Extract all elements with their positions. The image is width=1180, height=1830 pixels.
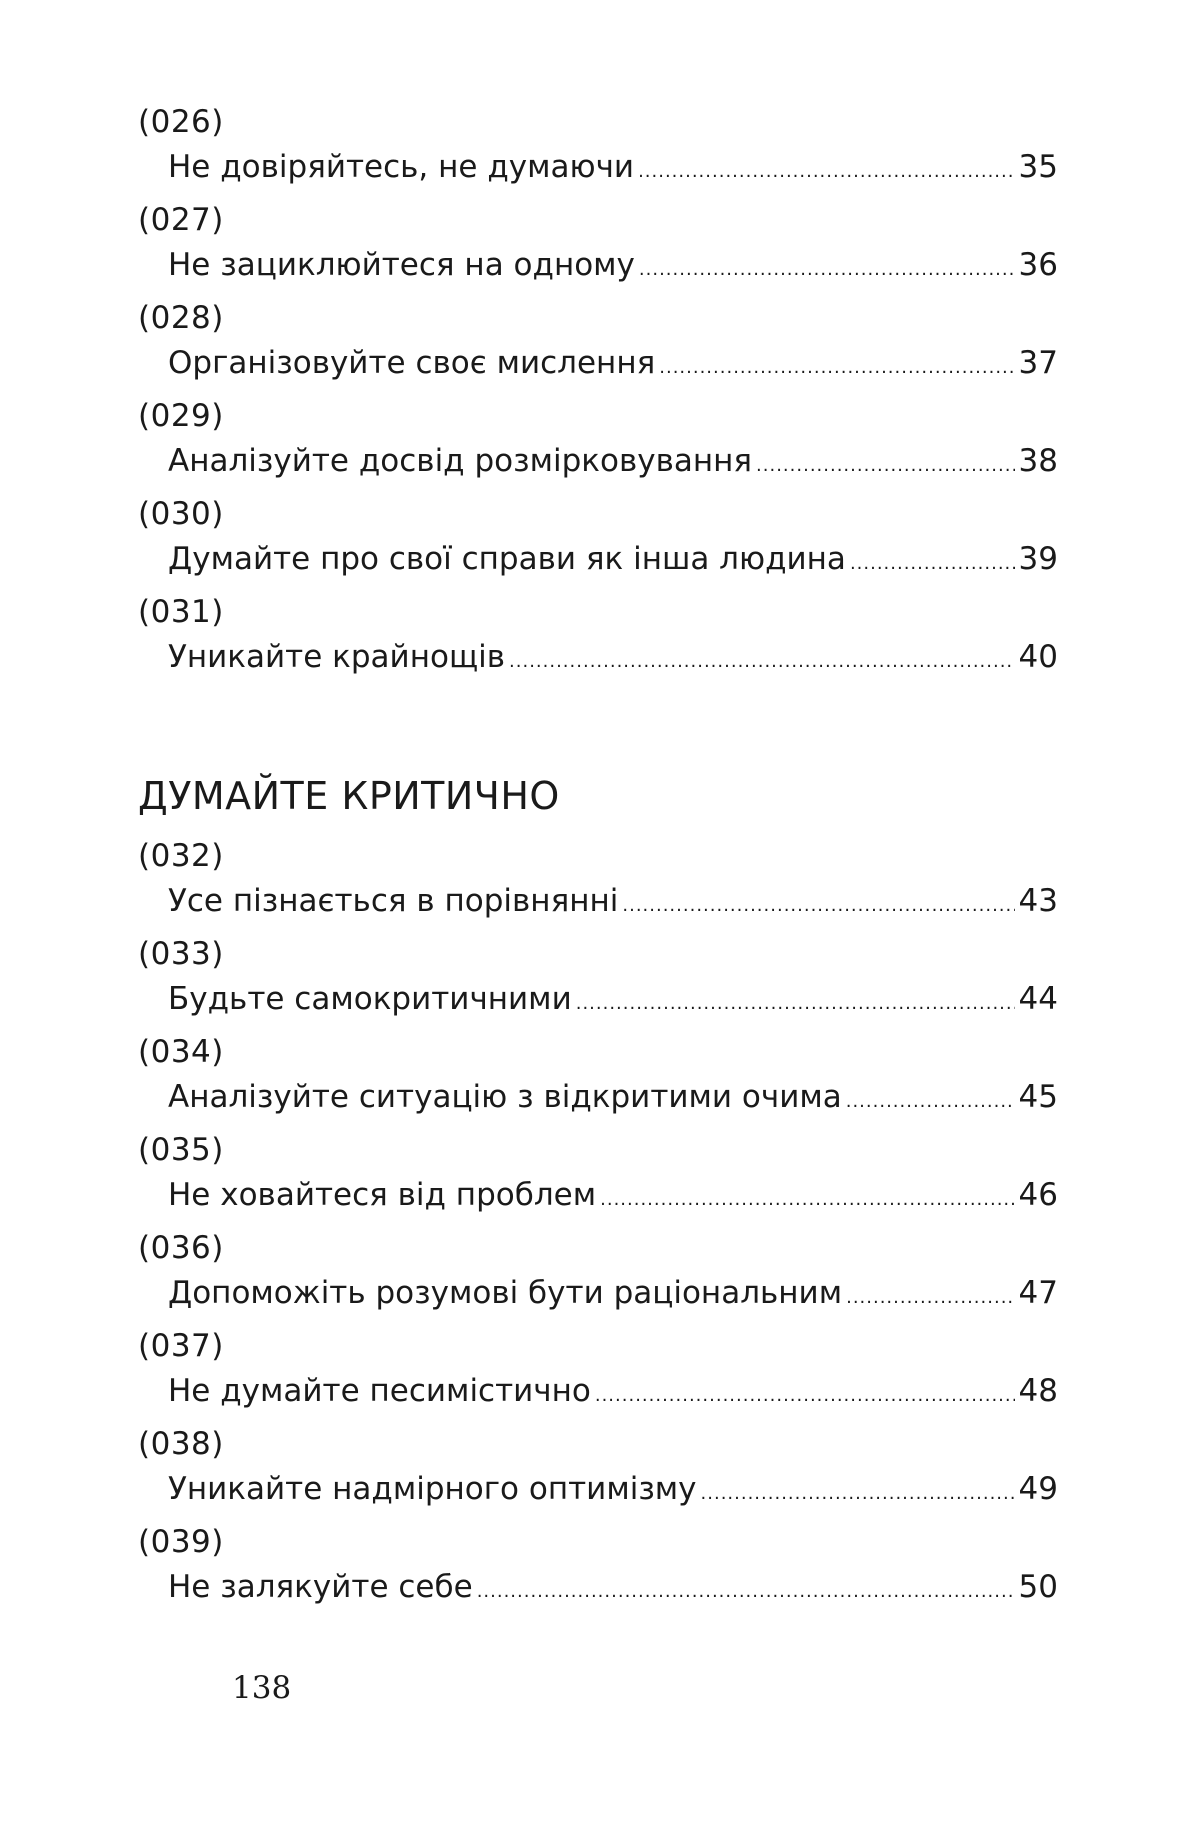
dot-leader (659, 345, 1014, 391)
dot-leader (477, 1569, 1015, 1615)
toc-entry (138, 1324, 1058, 1414)
entry-title: Будьте самокритичними (168, 981, 572, 1017)
entry-page: 48 (1018, 1373, 1058, 1409)
entry-line (138, 1172, 1058, 1218)
entry-title: Допоможіть розумові бути раціональним (168, 1275, 843, 1311)
dot-leader (639, 247, 1015, 293)
entry-number: (028) (138, 300, 224, 336)
entry-title: Уникайте надмірного оптимізму (168, 1471, 697, 1507)
toc-entry (138, 1030, 1058, 1120)
entry-title: Не довіряйтесь, не думаючи (168, 149, 635, 185)
entry-line (138, 1368, 1058, 1414)
entry-number: (033) (138, 936, 224, 972)
entry-line (138, 634, 1058, 680)
entry-number: (026) (138, 104, 224, 140)
toc-entry (138, 1128, 1058, 1218)
toc-entry (138, 932, 1058, 1022)
page-number: 138 (232, 1670, 292, 1706)
dot-leader (846, 1079, 1015, 1125)
entry-title: Аналізуйте досвід розмірковування (168, 443, 753, 479)
toc-entry (138, 1520, 1058, 1610)
dot-leader (701, 1471, 1015, 1517)
entry-page: 49 (1018, 1471, 1058, 1507)
toc-entry (138, 1226, 1058, 1316)
toc-entry (138, 492, 1058, 582)
entry-number: (032) (138, 838, 224, 874)
entry-line (138, 438, 1058, 484)
entry-title: Не думайте песимістично (168, 1373, 591, 1409)
toc-entry (138, 394, 1058, 484)
entry-page: 39 (1018, 541, 1058, 577)
entry-page: 43 (1018, 883, 1058, 919)
entry-page: 40 (1018, 639, 1058, 675)
entry-page: 47 (1018, 1275, 1058, 1311)
entry-number: (036) (138, 1230, 224, 1266)
entry-line (138, 144, 1058, 190)
entry-page: 37 (1018, 345, 1058, 381)
toc-entry (138, 296, 1058, 386)
entry-number: (029) (138, 398, 224, 434)
entry-page: 35 (1018, 149, 1058, 185)
toc-part-2 (138, 834, 1058, 1618)
entry-number: (031) (138, 594, 224, 630)
dot-leader (622, 883, 1014, 929)
entry-line (138, 1074, 1058, 1120)
entry-line (138, 242, 1058, 288)
entry-line (138, 536, 1058, 582)
dot-leader (756, 443, 1015, 489)
entry-line (138, 1564, 1058, 1610)
dot-leader (850, 541, 1015, 587)
entry-title: Не зациклюйтеся на одному (168, 247, 635, 283)
entry-line (138, 878, 1058, 924)
toc-entry (138, 100, 1058, 190)
toc-entry (138, 198, 1058, 288)
dot-leader (846, 1275, 1014, 1321)
entry-title: Організовуйте своє мислення (168, 345, 656, 381)
entry-title: Усе пізнається в порівнянні (168, 883, 619, 919)
entry-number: (027) (138, 202, 224, 238)
entry-title: Не ховайтеся від проблем (168, 1177, 597, 1213)
entry-page: 38 (1018, 443, 1058, 479)
dot-leader (638, 149, 1014, 195)
entry-title: Думайте про свої справи як інша людина (168, 541, 846, 577)
toc-entry (138, 590, 1058, 680)
dot-leader (576, 981, 1015, 1027)
entry-page: 44 (1018, 981, 1058, 1017)
entry-title: Не залякуйте себе (168, 1569, 473, 1605)
entry-number: (034) (138, 1034, 224, 1070)
entry-title: Аналізуйте ситуацію з відкритими очима (168, 1079, 842, 1115)
entry-page: 50 (1018, 1569, 1058, 1605)
toc-part-1 (138, 100, 1058, 688)
entry-title: Уникайте крайнощів (168, 639, 506, 675)
entry-page: 46 (1018, 1177, 1058, 1213)
toc-entry (138, 1422, 1058, 1512)
dot-leader (509, 639, 1015, 685)
entry-page: 45 (1018, 1079, 1058, 1115)
entry-line (138, 1466, 1058, 1512)
entry-number: (037) (138, 1328, 224, 1364)
toc-entry (138, 834, 1058, 924)
entry-line (138, 1270, 1058, 1316)
entry-number: (038) (138, 1426, 224, 1462)
entry-page: 36 (1018, 247, 1058, 283)
entry-number: (035) (138, 1132, 224, 1168)
entry-number: (030) (138, 496, 224, 532)
entry-line (138, 340, 1058, 386)
dot-leader (600, 1177, 1014, 1223)
entry-line (138, 976, 1058, 1022)
section-heading: ДУМАЙТЕ КРИТИЧНО (138, 774, 560, 818)
dot-leader (595, 1373, 1015, 1419)
entry-number: (039) (138, 1524, 224, 1560)
